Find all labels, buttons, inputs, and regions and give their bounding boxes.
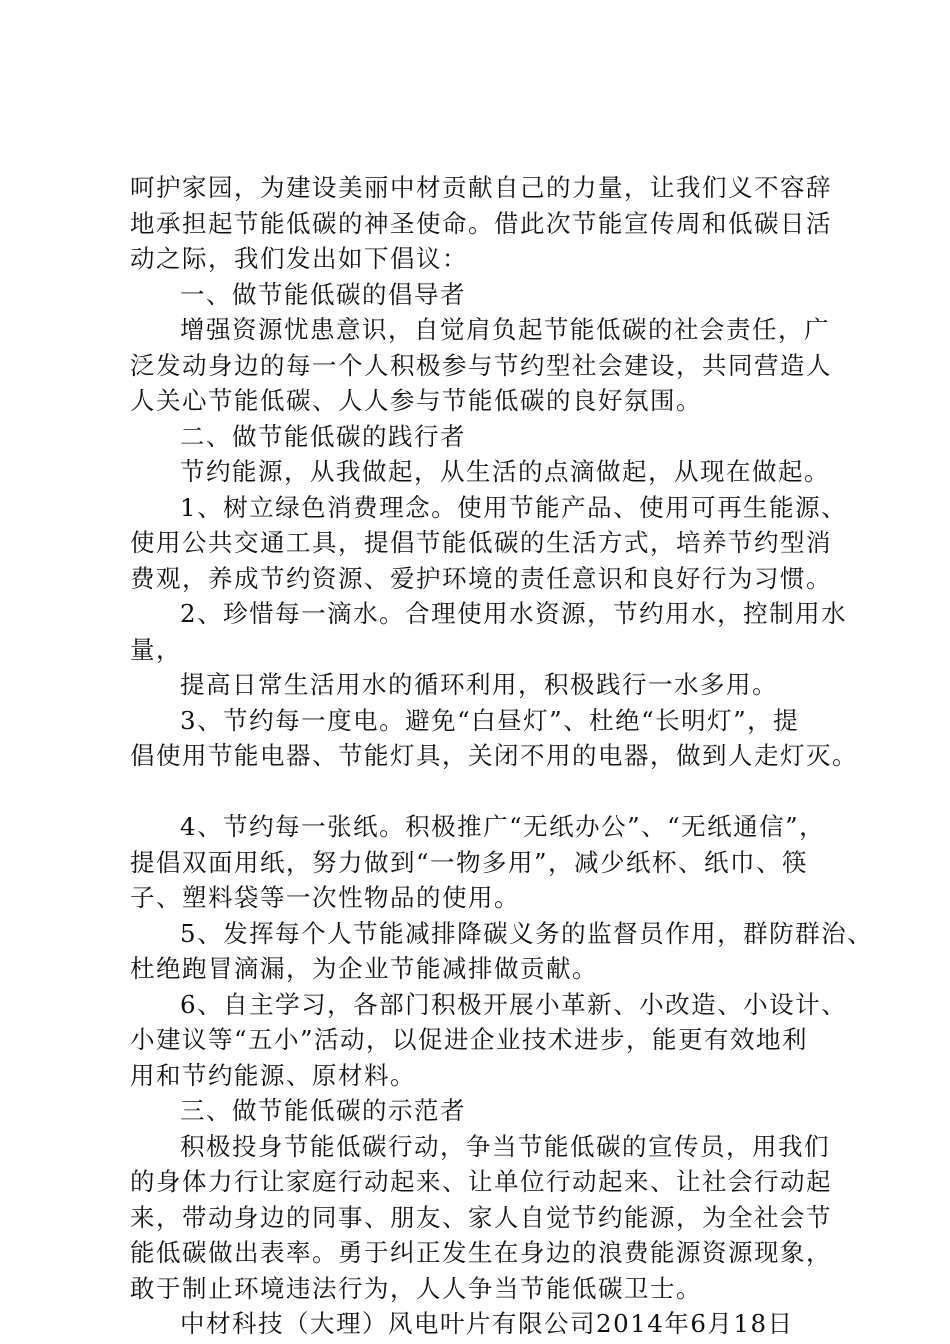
section-heading: 二、做节能低碳的践行者 — [180, 421, 466, 451]
text-line: 敢于制止环境违法行为，人人争当节能低碳卫士。 — [130, 1273, 702, 1303]
text-line: 积极投身节能低碳行动，争当节能低碳的宣传员，用我们 — [180, 1131, 830, 1161]
section-heading: 三、做节能低碳的示范者 — [180, 1096, 466, 1125]
text-line: 来，带动身边的同事、朋友、家人自觉节约能源，为全社会节 — [130, 1202, 832, 1232]
text-line: 5、发挥每个人节能减排降碳义务的监督员作用，群防群治、 — [180, 918, 874, 948]
paragraph-gap — [130, 774, 850, 810]
text-line: 呵护家园，为建设美丽中材贡献自己的力量，让我们义不容辞 — [130, 173, 832, 202]
text-line: 的身体力行让家庭行动起来、让单位行动起来、让社会行动起 — [130, 1167, 832, 1196]
section-heading: 一、做节能低碳的倡导者 — [180, 279, 466, 309]
text-line: 能低碳做出表率。勇于纠正发生在身边的浪费能源资源现象， — [130, 1238, 832, 1267]
signature-line: 中材科技（大理）风电叶片有限公司2014年6月18日 — [180, 1309, 794, 1338]
text-line: 地承担起节能低碳的神圣使命。借此次节能宣传周和低碳日活 — [130, 208, 832, 238]
document-body — [130, 170, 874, 1342]
text-line: 泛发动身边的每一个人积极参与节约型社会建设，共同营造人 — [130, 350, 832, 380]
text-line: 提高日常生活用水的循环利用，积极践行一水多用。 — [180, 670, 778, 699]
text-line: 使用公共交通工具，提倡节能低碳的生活方式，培养节约型消 — [130, 528, 832, 557]
text-line: 小建议等“五小”活动，以促进企业技术进步，能更有效地利 — [130, 1025, 809, 1054]
text-line: 量， — [130, 634, 182, 664]
text-line: 节约能源，从我做起，从生活的点滴做起，从现在做起。 — [180, 457, 830, 486]
text-line: 1、树立绿色消费理念。使用节能产品、使用可再生能源、 — [180, 492, 848, 522]
text-line: 增强资源忧患意识，自觉肩负起节能低碳的社会责任，广 — [180, 315, 830, 344]
text-line: 6、自主学习，各部门积极开展小革新、小改造、小设计、 — [180, 989, 848, 1019]
text-line: 倡使用节能电器、节能灯具，关闭不用的电器，做到人走灯灭。 — [130, 741, 858, 770]
text-line: 提倡双面用纸，努力做到“一物多用”，减少纸杯、纸巾、筷 — [130, 847, 809, 877]
text-line: 动之际，我们发出如下倡议： — [130, 244, 468, 273]
text-line: 费观，养成节约资源、爱护环境的责任意识和良好行为习惯。 — [130, 563, 832, 593]
text-line: 用和节约能源、原材料。 — [130, 1060, 416, 1090]
text-line: 人关心节能低碳、人人参与节能低碳的良好氛围。 — [130, 386, 702, 415]
text-line: 4、节约每一张纸。积极推广“无纸办公”、“无纸通信”， — [180, 812, 826, 841]
text-line: 杜绝跑冒滴漏，为企业节能减排做贡献。 — [130, 954, 598, 983]
text-line: 3、节约每一度电。避免“白昼灯”、杜绝“长明灯”，提 — [180, 705, 800, 735]
text-line: 子、塑料袋等一次性物品的使用。 — [130, 883, 520, 912]
text-line: 2、珍惜每一滴水。合理使用水资源，节约用水，控制用水 — [180, 599, 848, 628]
